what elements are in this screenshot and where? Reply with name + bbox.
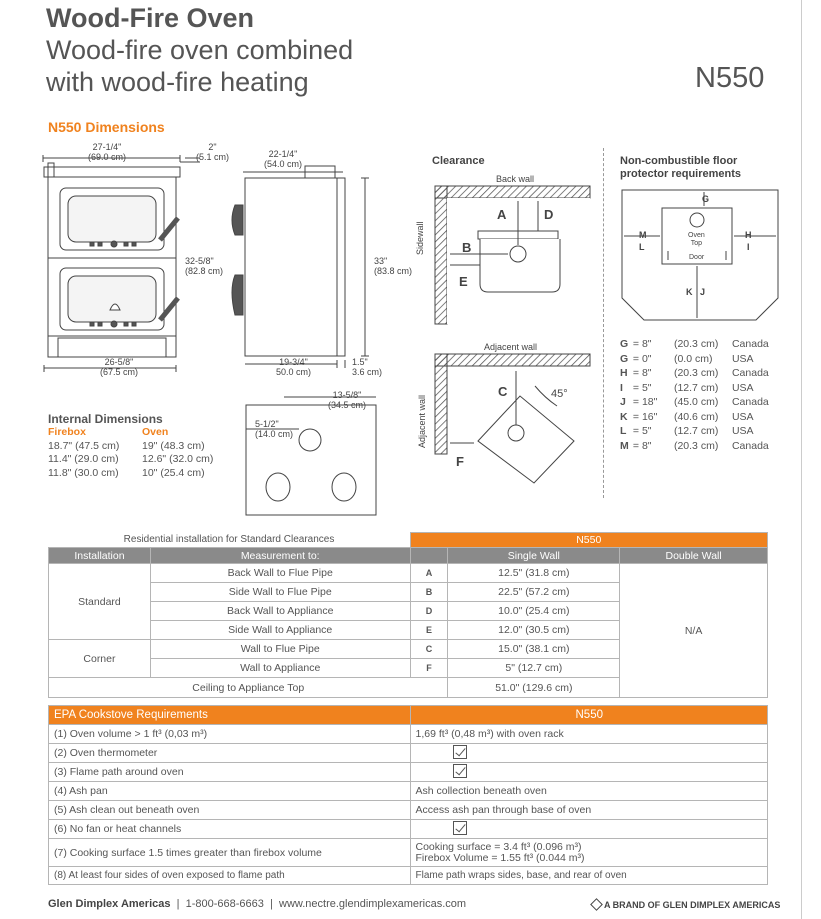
footer-company: Glen Dimplex Americas — [48, 898, 171, 910]
legend-row: J = 18" (45.0 cm) Canada — [620, 396, 769, 408]
value-cell: 10.0" (25.4 cm) — [448, 602, 620, 621]
side-height-label: 33" (83.8 cm) — [374, 256, 413, 276]
door-label: Door — [689, 254, 705, 261]
page-title: Wood-Fire Oven — [46, 3, 255, 33]
letter-e: E — [459, 274, 468, 289]
floor-letter-i: I — [747, 242, 750, 252]
value-cell: 22.5" (57.2 cm) — [448, 583, 620, 602]
clearance-corner-diagram — [430, 351, 600, 496]
letter-a: A — [497, 207, 507, 222]
epa-value: Access ash pan through base of oven — [410, 801, 768, 820]
code-cell: B — [410, 583, 448, 602]
epa-req-7: (7) Cooking surface 1.5 times greater than firebox volume — [49, 839, 411, 867]
checkmark-icon — [453, 745, 467, 759]
col-single-wall: Single Wall — [448, 548, 620, 564]
col-code — [410, 548, 448, 564]
floor-letter-m: M — [639, 230, 647, 240]
double-wall-value: N/A — [620, 564, 768, 698]
epa-row — [49, 744, 768, 763]
floor-legend — [620, 337, 769, 453]
clearance-table-wrap — [48, 532, 768, 698]
epa-table-wrap — [48, 705, 768, 885]
epa-row — [49, 782, 768, 801]
code-cell: F — [410, 659, 448, 678]
front-height-label: 32-5/8" (82.8 cm) — [185, 256, 224, 276]
measure-cell: Side Wall to Flue Pipe — [150, 583, 410, 602]
brand-tag: A BRAND OF GLEN DIMPLEX AMERICAS — [592, 900, 780, 910]
clearance-caption: Residential installation for Standard Clearances — [123, 534, 335, 546]
angle-label: 45° — [551, 388, 568, 400]
floor-protector-title: Non-combustible floor protector requirements — [620, 155, 742, 180]
clearance-standard-diagram — [430, 183, 600, 328]
code-cell: A — [410, 564, 448, 583]
epa-row — [49, 725, 768, 744]
firebox-column: Firebox 18.7" (47.5 cm) 11.4" (29.0 cm) 11.8" (30.0 cm) — [48, 426, 120, 479]
adjacent-wall-vertical-label: Adjacent wall — [417, 394, 427, 448]
letter-c: C — [498, 384, 508, 399]
top-offset-label: 5-1/2" (14.0 cm) — [255, 419, 294, 439]
front-width-label: 27-1/4" (69.0 cm) — [88, 142, 127, 162]
subtitle-line-1: Wood-fire oven combined — [46, 35, 354, 65]
col-installation: Installation — [49, 548, 151, 564]
divider — [603, 148, 604, 498]
epa-value: Ash collection beneath oven — [410, 782, 768, 801]
epa-row — [49, 763, 768, 782]
subtitle-line-2: with wood-fire heating — [46, 67, 309, 97]
front-base-label: 26-5/8" (67.5 cm) — [100, 357, 139, 377]
oven-top-label: Oven Top — [688, 232, 705, 247]
letter-f: F — [456, 454, 464, 469]
letter-d: D — [544, 207, 554, 222]
value-cell: 5" (12.7 cm) — [448, 659, 620, 678]
epa-row — [49, 820, 768, 839]
measure-cell: Back Wall to Appliance — [150, 602, 410, 621]
page-edge — [801, 0, 802, 919]
standard-label: Standard — [49, 564, 151, 640]
clearance-title: Clearance — [432, 155, 485, 167]
legend-row: M = 8" (20.3 cm) Canada — [620, 439, 769, 452]
legend-row: G = 8" (20.3 cm) Canada — [620, 338, 769, 350]
epa-value-8: Flame path wraps sides, base, and rear of oven — [410, 867, 768, 885]
oven-column: Oven 19" (48.3 cm) 12.6" (32.0 cm) 10" (25.4 cm) — [142, 426, 214, 479]
col-measurement: Measurement to: — [150, 548, 410, 564]
measure-cell: Back Wall to Flue Pipe — [150, 564, 410, 583]
epa-value — [410, 820, 768, 839]
value-cell: 12.0" (30.5 cm) — [448, 621, 620, 640]
side-leg-label: 1.5" 3.6 cm) — [352, 357, 383, 377]
checkmark-icon — [453, 821, 467, 835]
epa-title: EPA Cookstove Requirements — [49, 706, 411, 725]
floor-letter-h: H — [745, 230, 752, 240]
legend-row: I = 5" (12.7 cm) USA — [620, 381, 754, 394]
top-width-label: 13-5/8" (34.5 cm) — [328, 390, 367, 410]
legend-row: H = 8" (20.3 cm) Canada — [620, 367, 769, 379]
value-cell: 12.5" (31.8 cm) — [448, 564, 620, 583]
dimensions-heading: N550 Dimensions — [48, 119, 165, 135]
front-top-label: 2" (5.1 cm) — [196, 142, 230, 162]
code-cell: E — [410, 621, 448, 640]
measure-cell: Wall to Appliance — [150, 659, 410, 678]
brand-logo-icon — [590, 898, 603, 911]
measure-cell: Side Wall to Appliance — [150, 621, 410, 640]
clearance-model-header: N550 — [410, 533, 767, 548]
legend-row: L = 5" (12.7 cm) USA — [620, 425, 754, 437]
value-cell: 15.0" (38.1 cm) — [448, 640, 620, 659]
epa-requirement: (4) Ash pan — [49, 782, 411, 801]
adjacent-wall-label: Adjacent wall — [484, 342, 538, 352]
epa-requirement: (3) Flame path around oven — [49, 763, 411, 782]
footer: Glen Dimplex Americas | 1-800-668-6663 | www.nectre.glendimplexamericas.com — [48, 898, 467, 910]
back-wall-label: Back wall — [496, 174, 535, 184]
model-number: N550 — [695, 62, 765, 94]
side-base-label: 19-3/4" 50.0 cm) — [276, 357, 312, 377]
ceiling-value: 51.0" (129.6 cm) — [448, 678, 620, 698]
sidewall-label: Sidewall — [415, 221, 425, 255]
legend-row: G = 0" (0.0 cm) USA — [620, 352, 754, 365]
floor-letter-j: J — [700, 287, 706, 297]
epa-model: N550 — [410, 706, 768, 725]
corner-label: Corner — [49, 640, 151, 678]
top-view-drawing — [240, 395, 390, 520]
clearance-table — [48, 532, 768, 698]
epa-requirement: (2) Oven thermometer — [49, 744, 411, 763]
measure-cell: Wall to Flue Pipe — [150, 640, 410, 659]
epa-row — [49, 801, 768, 820]
epa-table — [48, 705, 768, 885]
legend-row: K = 16" (40.6 cm) USA — [620, 410, 754, 423]
epa-req-8: (8) At least four sides of oven exposed to flame path — [49, 867, 411, 885]
floor-letter-k: K — [686, 287, 693, 297]
footer-url[interactable]: www.nectre.glendimplexamericas.com — [279, 898, 467, 910]
floor-letter-g: G — [702, 194, 710, 204]
internal-dimensions-title: Internal Dimensions — [48, 412, 163, 426]
epa-value-7: Cooking surface = 3.4 ft³ (0.096 m³) Firebox Volume = 1.55 ft³ (0.044 m³) — [410, 839, 768, 867]
letter-b: B — [462, 240, 472, 255]
epa-requirement: (1) Oven volume > 1 ft³ (0,03 m³) — [49, 725, 411, 744]
side-depth-label: 22-1/4" (54.0 cm) — [264, 149, 303, 169]
epa-value — [410, 744, 768, 763]
col-double-wall: Double Wall — [620, 548, 768, 564]
epa-value: 1,69 ft³ (0,48 m³) with oven rack — [410, 725, 768, 744]
checkmark-icon — [453, 764, 467, 778]
floor-letter-l: L — [639, 242, 645, 252]
footer-phone: 1-800-668-6663 — [185, 898, 264, 910]
epa-requirement: (6) No fan or heat channels — [49, 820, 411, 839]
code-cell: C — [410, 640, 448, 659]
ceiling-label: Ceiling to Appliance Top — [49, 678, 448, 698]
code-cell: D — [410, 602, 448, 621]
epa-requirement: (5) Ash clean out beneath oven — [49, 801, 411, 820]
epa-value — [410, 763, 768, 782]
